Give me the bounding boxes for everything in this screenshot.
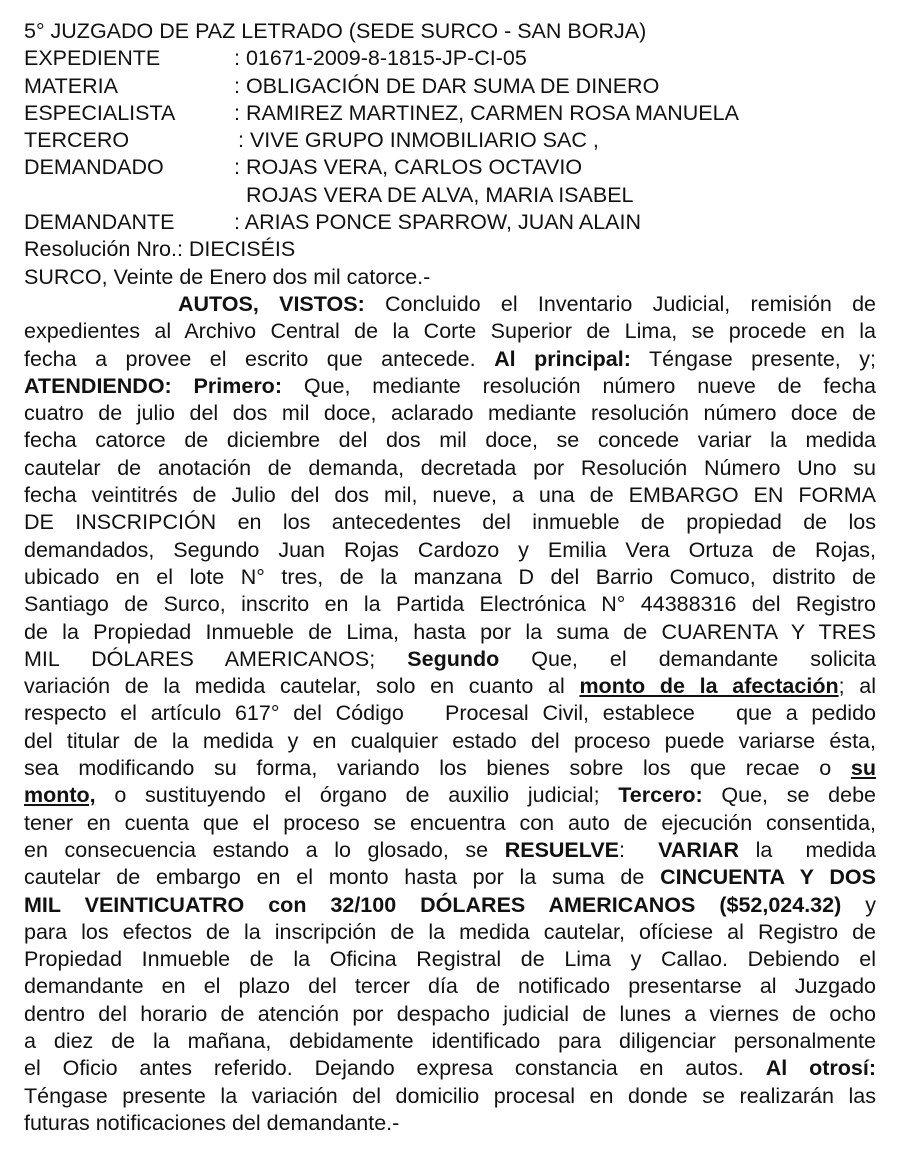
body-line xyxy=(24,373,876,400)
body-text: el Oficio antes referido. Dejando expresa constancia en autos. xyxy=(24,1056,766,1081)
court-name: 5° JUZGADO DE PAZ LETRADO (SEDE SURCO - SAN BORJA) xyxy=(24,19,647,43)
bold-text: Tercero: xyxy=(618,783,703,808)
body-line xyxy=(24,837,876,864)
body-text: fecha a provee el escrito que antecede. xyxy=(24,346,495,371)
case-field-label: DEMANDADO xyxy=(24,155,164,180)
body-line xyxy=(24,864,876,891)
resolution-date: SURCO, Veinte de Enero dos mil catorce.- xyxy=(24,264,431,289)
body-line xyxy=(24,291,876,318)
case-field-value: ROJAS VERA DE ALVA, MARIA ISABEL xyxy=(234,182,634,207)
case-field-label: DEMANDANTE xyxy=(24,210,175,235)
body-line xyxy=(24,1083,876,1110)
body-text: : xyxy=(619,837,659,862)
body-text: en consecuencia estando a lo glosado, se xyxy=(24,837,505,862)
body-text: DE INSCRIPCIÓN en los antecedentes del inmueble de propiedad de los xyxy=(24,510,876,535)
body-line xyxy=(24,1028,876,1055)
case-field-value: : RAMIREZ MARTINEZ, CARMEN ROSA MANUELA xyxy=(234,100,739,125)
bold-text: RESUELVE xyxy=(504,837,619,862)
body-text: MIL DÓLARES AMERICANOS; xyxy=(24,646,408,671)
body-text: fecha catorce de diciembre del dos mil doce, se concede variar la medida xyxy=(24,428,876,453)
bold-text: monto de la afectación xyxy=(579,674,839,699)
body-text: a diez de la mañana, debidamente identificado para diligenciar personalmente xyxy=(24,1028,876,1053)
body-text: cautelar de embargo en el monto hasta por la suma de xyxy=(24,865,661,890)
case-field-value: : VIVE GRUPO INMOBILIARIO SAC , xyxy=(238,128,599,153)
case-field-row xyxy=(24,45,876,72)
body-line xyxy=(24,537,876,564)
body-text: del titular de la medida y en cualquier estado del proceso puede variarse ésta, xyxy=(24,728,876,753)
body-line xyxy=(24,346,876,373)
case-field-label: TERCERO xyxy=(24,128,130,153)
bold-text: Al otrosí: xyxy=(765,1056,876,1081)
body-text: para los efectos de la inscripción de la medida cautelar, ofíciese al Registro de xyxy=(24,919,876,944)
body-line xyxy=(24,482,876,509)
body-text: demandante en el plazo del tercer día de notificado presentarse al Juzgado xyxy=(24,974,876,999)
case-field-label: EXPEDIENTE xyxy=(24,46,161,71)
bold-text: VARIAR xyxy=(658,837,739,862)
body-text: sea modificando su forma, variando los bienes sobre los que recae o xyxy=(24,756,851,781)
body-text: cautelar de anotación de demanda, decretada por Resolución Número Uno su xyxy=(24,455,876,480)
case-field-row xyxy=(24,73,876,100)
body-text: Téngase presente la variación del domicilio procesal en donde se realizarán las xyxy=(24,1083,876,1108)
body-line xyxy=(24,1110,876,1137)
body-text: variación de la medida cautelar, solo en cuanto al xyxy=(24,674,580,699)
case-field-label: MATERIA xyxy=(24,73,118,98)
case-field-value: : OBLIGACIÓN DE DAR SUMA DE DINERO xyxy=(234,73,660,98)
case-field-value: : 01671-2009-8-1815-JP-CI-05 xyxy=(234,46,527,71)
bold-text: su xyxy=(850,756,876,781)
body-line xyxy=(24,318,876,345)
case-field-value: : ARIAS PONCE SPARROW, JUAN ALAIN xyxy=(234,210,642,235)
case-field-value: : ROJAS VERA, CARLOS OCTAVIO xyxy=(234,155,583,180)
case-field-row xyxy=(24,154,876,181)
court-resolution-document xyxy=(24,18,876,1137)
body-text: y xyxy=(841,892,876,917)
body-text: de la Propiedad Inmueble de Lima, hasta por la suma de CUARENTA Y TRES xyxy=(24,619,876,644)
body-text: ubicado en el lote N° tres, de la manzana D del Barrio Comuco, distrito de xyxy=(24,564,876,589)
body-text: o sustituyendo el órgano de auxilio judicial; xyxy=(95,783,619,808)
body-text: dentro del horario de atención por despacho judicial de lunes a viernes de ocho xyxy=(24,1001,876,1026)
body-line xyxy=(24,782,876,809)
case-field-row xyxy=(24,127,876,154)
body-text: la medida xyxy=(738,837,876,862)
case-field-row xyxy=(24,182,876,209)
body-text: Que, mediante resolución número nueve de fecha xyxy=(281,373,876,398)
body-text: fecha veintitrés de Julio del dos mil, nueve, a una de EMBARGO EN FORMA xyxy=(24,483,876,508)
body-text: ; al xyxy=(838,674,876,699)
bold-text: CINCUENTA Y DOS xyxy=(660,865,876,890)
body-line xyxy=(24,919,876,946)
body-line xyxy=(24,591,876,618)
body-line xyxy=(24,973,876,1000)
body-text: expedientes al Archivo Central de la Corte Superior de Lima, se procede en la xyxy=(24,319,876,344)
body-text: respecto el artículo 617° del Código Procesal Civil, establece que a pedido xyxy=(24,701,876,726)
body-line xyxy=(24,646,876,673)
body-text: Propiedad Inmueble de la Oficina Registral de Lima y Callao. Debiendo el xyxy=(24,947,876,972)
body-text: Que, el demandante solicita xyxy=(499,646,876,671)
body-line xyxy=(24,564,876,591)
body-line xyxy=(24,700,876,727)
body-line xyxy=(24,892,876,919)
body-text: cuatro de julio del dos mil doce, aclarado mediante resolución número doce de xyxy=(24,401,876,426)
body-line xyxy=(24,673,876,700)
case-field-label: ESPECIALISTA xyxy=(24,100,176,125)
bold-text: monto, xyxy=(24,783,96,808)
bold-text: AUTOS, VISTOS: xyxy=(178,291,365,316)
body-line xyxy=(24,455,876,482)
body-line xyxy=(24,755,876,782)
body-line xyxy=(24,427,876,454)
bold-text: Al principal: xyxy=(494,346,631,371)
body-text: tener en cuenta que el proceso se encuentra con auto de ejecución consentida, xyxy=(24,810,876,835)
body-line xyxy=(24,728,876,755)
body-text: demandados, Segundo Juan Rojas Cardozo y Emilia Vera Ortuza de Rojas, xyxy=(24,537,876,562)
body-line xyxy=(24,946,876,973)
body-line xyxy=(24,509,876,536)
body-text: Concluido el Inventario Judicial, remisión de xyxy=(364,291,876,316)
case-field-row xyxy=(24,100,876,127)
body-line xyxy=(24,619,876,646)
bold-text: MIL VEINTICUATRO con 32/100 DÓLARES AMERICANOS ($52,024.32) xyxy=(24,892,842,917)
body-line xyxy=(24,1055,876,1082)
body-text: futuras notificaciones del demandante.- xyxy=(24,1110,400,1135)
case-fields xyxy=(24,45,876,236)
body-text: Que, se debe xyxy=(702,783,876,808)
body-line xyxy=(24,810,876,837)
resolution-number: Resolución Nro.: DIECISÉIS xyxy=(24,237,296,262)
body-line xyxy=(24,1001,876,1028)
body-text: Santiago de Surco, inscrito en la Partida Electrónica N° 44388316 del Registro xyxy=(24,592,876,617)
resolution-body xyxy=(24,291,876,1137)
bold-text: Segundo xyxy=(407,646,500,671)
body-text: Téngase presente, y; xyxy=(630,346,876,371)
body-line xyxy=(24,400,876,427)
bold-text: ATENDIENDO: Primero: xyxy=(24,373,282,398)
case-field-row xyxy=(24,209,876,236)
